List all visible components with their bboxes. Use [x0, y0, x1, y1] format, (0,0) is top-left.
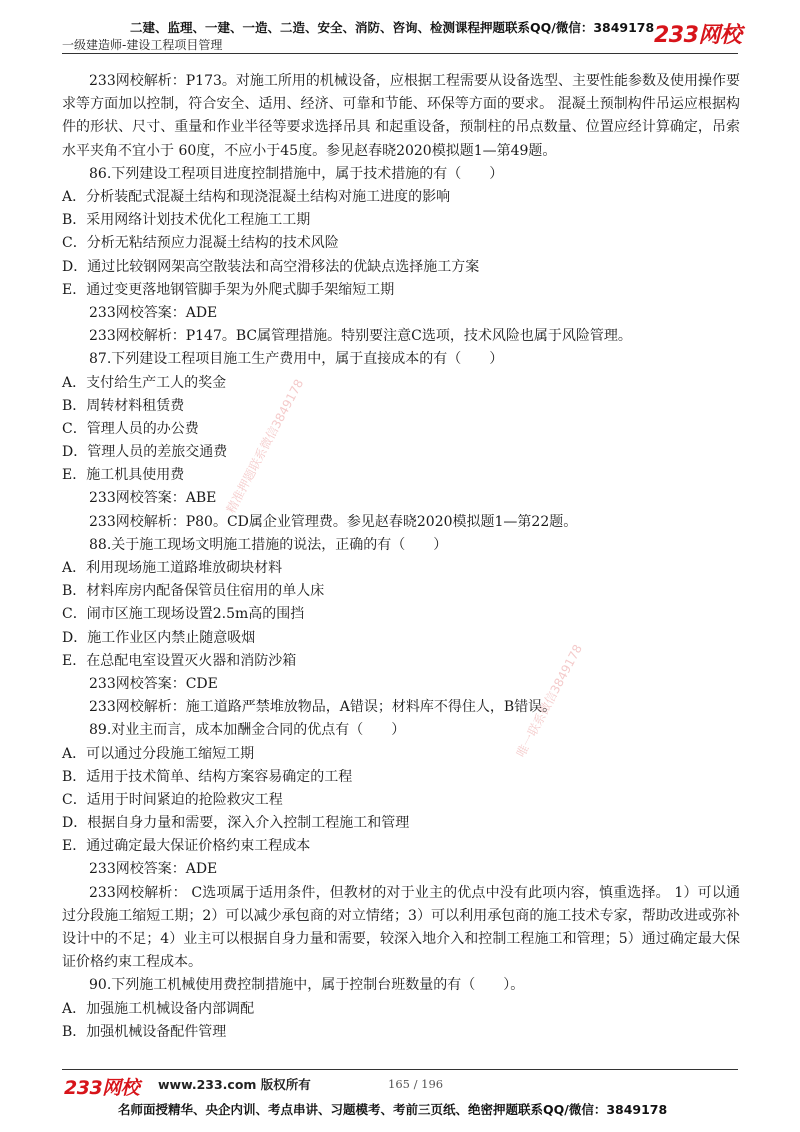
answer-option: C．管理人员的办公费 — [62, 420, 199, 437]
answer-key: 233网校答案：ADE — [89, 861, 218, 878]
answer-option: E．通过变更落地钢管脚手架为外爬式脚手架缩短工期 — [62, 281, 395, 298]
explanation-text: 233网校解析：P173。对施工所用的机械设备，应根据工程需要从设备选型、主要性能参数及使用操作要求等方面加以控制，符合安全、适用、经济、可靠和节能、环保等方面的要求。 混凝土预制构件吊运应根据构件的形状、尺寸、重量和作业半径等要求选择吊具 和起重设备，预制柱的吊点数量、位置应经计算确定，吊索水平夹角不宜小于 60度，不应小于45度。参见赵春晓2020模拟题1—第49题。 — [62, 73, 740, 159]
question-stem: 86.下列建设工程项目进度控制措施中，属于技术措施的有（ ） — [89, 165, 504, 182]
answer-key: 233网校答案：CDE — [89, 675, 218, 692]
answer-option: C．闹市区施工现场设置2.5m高的围挡 — [62, 606, 305, 623]
question-stem: 87.下列建设工程项目施工生产费用中，属于直接成本的有（ ） — [89, 351, 504, 368]
answer-key: 233网校答案：ABE — [89, 490, 217, 507]
answer-option: C．分析无粘结预应力混凝土结构的技术风险 — [62, 235, 339, 252]
answer-option: B．加强机械设备配件管理 — [62, 1023, 227, 1040]
page-number: 165 / 196 — [388, 1077, 444, 1091]
answer-option: B．适用于技术简单、结构方案容易确定的工程 — [62, 768, 353, 785]
answer-option: A．分析装配式混凝土结构和现浇混凝土结构对施工进度的影响 — [62, 189, 451, 205]
header-promo-text: 二建、监理、一建、一造、二造、安全、消防、咨询、检测课程押题联系QQ/微信：3849178 — [130, 20, 655, 35]
answer-option: E．通过确定最大保证价格约束工程成本 — [62, 838, 311, 855]
answer-option: D．施工作业区内禁止随意吸烟 — [62, 629, 256, 646]
answer-option: E．施工机具使用费 — [62, 467, 185, 484]
watermark-text: 唯一联系微信3849178 — [513, 642, 586, 760]
answer-option: D．管理人员的差旅交通费 — [62, 444, 228, 461]
document-body — [62, 70, 740, 1044]
header-subject: 一级建造师-建设工程项目管理 — [62, 38, 223, 52]
answer-key: 233网校答案：ADE — [89, 304, 218, 321]
answer-option: D．通过比较钢网架高空散装法和高空滑移法的优缺点选择施工方案 — [62, 258, 480, 275]
answer-option: A．支付给生产工人的奖金 — [62, 374, 227, 391]
answer-option: A．加强施工机械设备内部调配 — [62, 1000, 255, 1017]
footer-copyright: www.233.com 版权所有 — [158, 1077, 311, 1092]
footer-divider — [62, 1069, 738, 1070]
question-stem: 90.下列施工机械使用费控制措施中，属于控制台班数量的有（ ）。 — [89, 977, 525, 994]
brand-logo-top: 233网校 — [654, 23, 742, 48]
question-stem: 88.关于施工现场文明施工措施的说法，正确的有（ ） — [89, 536, 448, 553]
answer-option: A．利用现场施工道路堆放砌块材料 — [62, 560, 283, 576]
answer-option: B．材料库房内配备保管员住宿用的单人床 — [62, 583, 325, 600]
answer-option: D．根据自身力量和需要，深入介入控制工程施工和管理 — [62, 815, 410, 832]
header-divider — [62, 53, 738, 54]
answer-option: B．周转材料租赁费 — [62, 397, 185, 414]
brand-logo-bottom: 233网校 — [64, 1077, 140, 1099]
watermark-text: 精准押题联系微信3849178 — [223, 376, 307, 516]
question-stem: 89.对业主而言，成本加酬金合同的优点有（ ） — [89, 722, 406, 739]
answer-option: A．可以通过分段施工缩短工期 — [62, 745, 255, 762]
explanation-text: 233网校解析：施工道路严禁堆放物品，A错误；材料库不得住人，B错误。 — [89, 699, 557, 716]
answer-option: B．采用网络计划技术优化工程施工工期 — [62, 212, 311, 229]
footer-promo-text: 名师面授精华、央企内训、考点串讲、习题模考、考前三页纸、绝密押题联系QQ/微信：3849178 — [118, 1102, 668, 1117]
answer-option: C．适用于时间紧迫的抢险救灾工程 — [62, 791, 283, 808]
explanation-text: 233网校解析：P80。CD属企业管理费。参见赵春晓2020模拟题1—第22题。 — [89, 513, 578, 530]
answer-option: E．在总配电室设置灭火器和消防沙箱 — [62, 652, 297, 669]
explanation-text: 233网校解析： C选项属于适用条件，但教材的对于业主的优点中没有此项内容，慎重选择。 1）可以通过分段施工缩短工期；2）可以减少承包商的对立情绪；3）可以利用承包商的施工技术专家，帮助改进或弥补设计中的不足；4）业主可以根据自身力量和需要，较深入地介入和控制工程施工和管理；5）通过确定最大保证价格约束工程成本。 — [62, 884, 740, 971]
explanation-text: 233网校解析：P147。BC属管理措施。特别要注意C选项，技术风险也属于风险管理。 — [89, 328, 632, 345]
